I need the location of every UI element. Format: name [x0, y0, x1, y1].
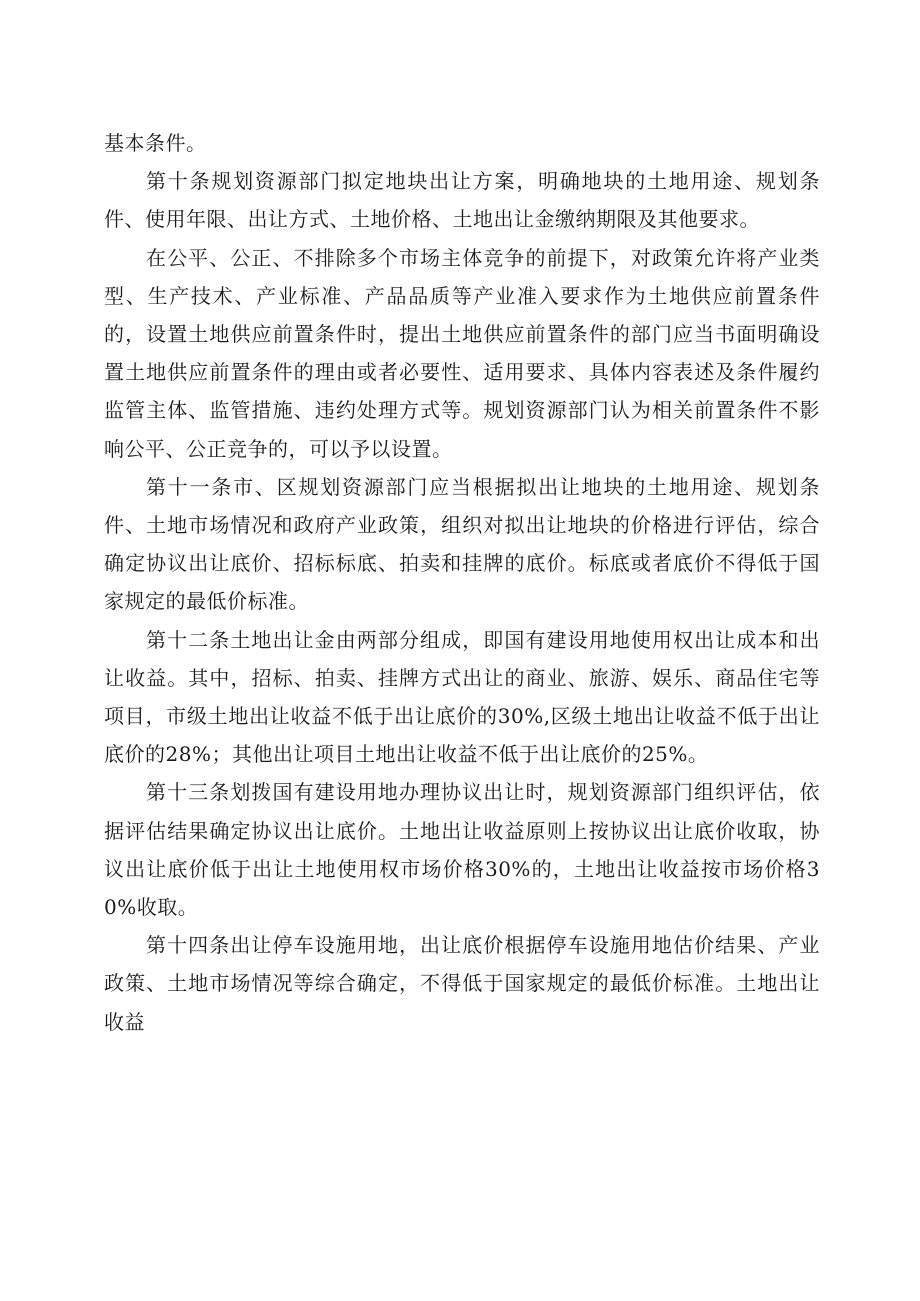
document-page — [104, 124, 820, 1041]
paragraph-continuation: 基本条件。 — [104, 131, 207, 155]
paragraph-article-13: 第十三条划拨国有建设用地办理协议出让时，规划资源部门组织评估，依据评估结果确定协议出让底价。土地出让收益原则上按协议出让底价收取，协议出让底价低于出让土地使用权市场价格30%的，土地出让收益按市场价格30%收取。 — [104, 780, 820, 920]
paragraph-article-12: 第十二条土地出让金由两部分组成，即国有建设用地使用权出让成本和出让收益。其中，招标、拍卖、挂牌方式出让的商业、旅游、娱乐、商品住宅等项目，市级土地出让收益不低于出让底价的30%,区级土地出让收益不低于出让底价的28%；其他出让项目土地出让收益不低于出让底价的25%。 — [104, 627, 820, 767]
paragraph-preconditions: 在公平、公正、不排除多个市场主体竞争的前提下，对政策允许将产业类型、生产技术、产业标准、产品品质等产业准入要求作为土地供应前置条件的，设置土地供应前置条件时，提出土地供应前置条件的部门应当书面明确设置土地供应前置条件的理由或者必要性、适用要求、具体内容表述及条件履约监管主体、监管措施、违约处理方式等。规划资源部门认为相关前置条件不影响公平、公正竞争的，可以予以设置。 — [104, 245, 820, 461]
paragraph-article-14: 第十四条出让停车设施用地，出让底价根据停车设施用地估价结果、产业政策、土地市场情况等综合确定，不得低于国家规定的最低价标准。土地出让收益 — [104, 933, 820, 1034]
paragraph-article-10: 第十条规划资源部门拟定地块出让方案，明确地块的土地用途、规划条件、使用年限、出让方式、土地价格、土地出让金缴纳期限及其他要求。 — [104, 169, 820, 232]
paragraph-article-11: 第十一条市、区规划资源部门应当根据拟出让地块的土地用途、规划条件、土地市场情况和政府产业政策，组织对拟出让地块的价格进行评估，综合确定协议出让底价、招标标底、拍卖和挂牌的底价。标底或者底价不得低于国家规定的最低价标准。 — [104, 474, 820, 614]
